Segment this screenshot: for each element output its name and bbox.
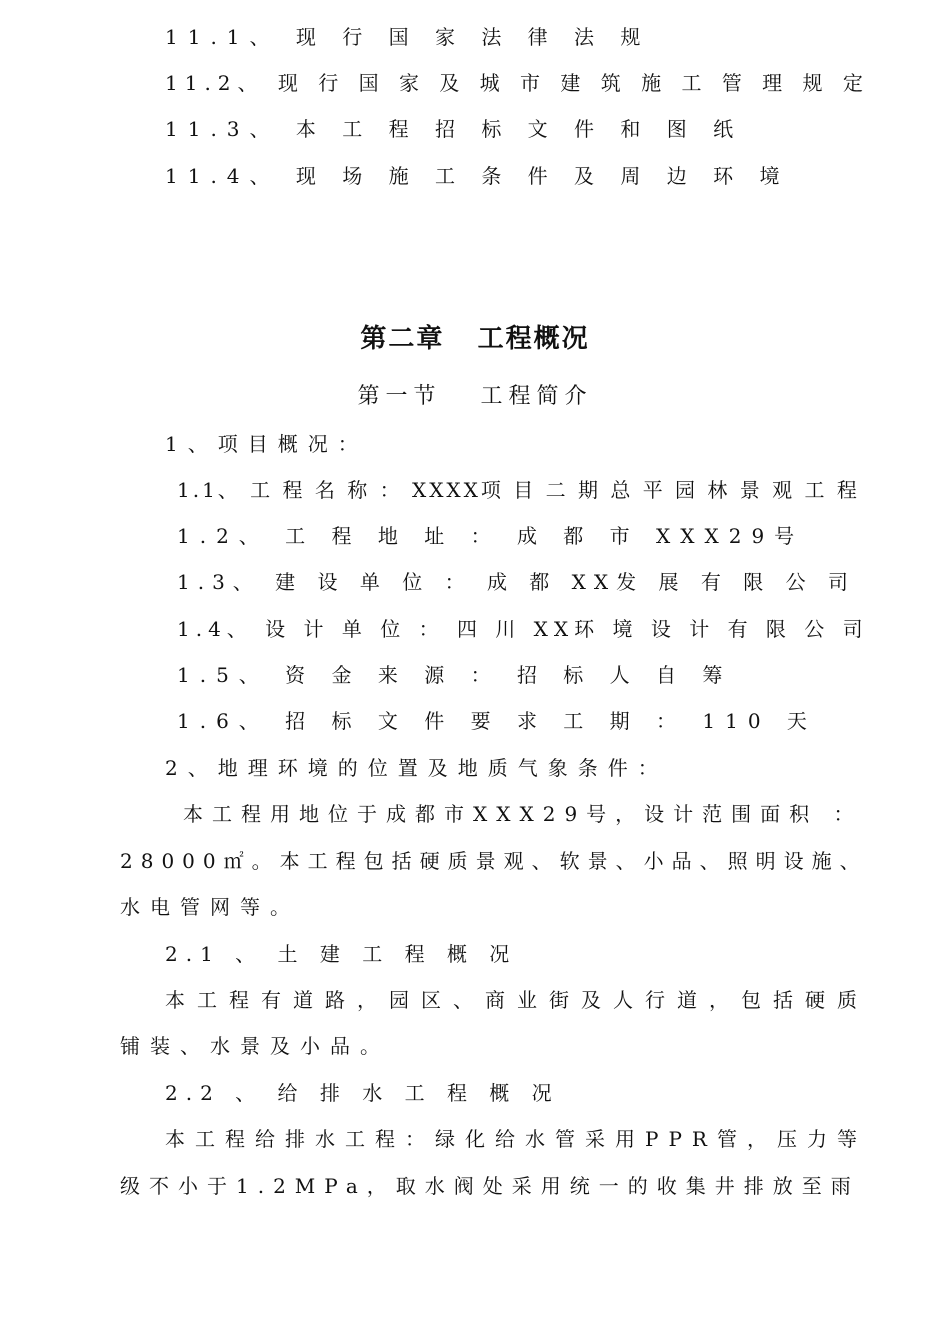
basis-item: 11.1、 现 行 国 家 法 律 法 规 [165, 25, 651, 49]
civil-paragraph-line: 铺装、水景及小品。 [120, 1034, 390, 1058]
chapter-title: 第二章 工程概况 [360, 324, 590, 354]
water-heading: 2.2 、 给 排 水 工 程 概 况 [165, 1081, 560, 1105]
section-title: 第一节 工程简介 [357, 384, 593, 409]
water-paragraph-line: 级不小于1.2MPa，取水阀处采用统一的收集井排放至雨 [120, 1174, 860, 1198]
geo-paragraph-line: 水电管网等。 [120, 895, 300, 919]
water-paragraph-line: 本工程给排水工程：绿化给水管采用PPR管，压力等 [165, 1127, 867, 1151]
overview-item: 1.1、 工 程 名 称 ： XXXX项 目 二 期 总 平 园 林 景 观 工 程 [177, 478, 860, 502]
geo-paragraph-line: 28000㎡。本工程包括硬质景观、软景、小品、照明设施、 [120, 849, 868, 873]
overview-item: 1.4、 设 计 单 位 ： 四 川 XX环 境 设 计 有 限 公 司 [177, 617, 869, 641]
overview-item: 1.6、 招 标 文 件 要 求 工 期 ： 110 天 [177, 709, 817, 733]
overview-item: 1.3、 建 设 单 位 ： 成 都 XX发 展 有 限 公 司 [177, 570, 856, 594]
geo-paragraph-line: 本工程用地位于成都市XXX29号，设计范围面积 ： [183, 802, 863, 826]
overview-item: 1.5、 资 金 来 源 ： 招 标 人 自 筹 [177, 663, 733, 687]
basis-item: 11.3、 本 工 程 招 标 文 件 和 图 纸 [165, 117, 744, 141]
basis-item: 11.4、 现 场 施 工 条 件 及 周 边 环 境 [165, 164, 790, 188]
overview-heading: 1、项目概况： [165, 432, 368, 456]
basis-item: 11.2、 现 行 国 家 及 城 市 建 筑 施 工 管 理 规 定 [165, 71, 870, 95]
geo-heading: 2、地理环境的位置及地质气象条件： [165, 756, 668, 780]
overview-item: 1.2、 工 程 地 址 ： 成 都 市 XXX29号 [177, 524, 805, 548]
civil-paragraph-line: 本工程有道路，园区、商业街及人行道，包括硬质 [165, 988, 869, 1012]
civil-heading: 2.1 、 土 建 工 程 概 况 [165, 942, 518, 966]
